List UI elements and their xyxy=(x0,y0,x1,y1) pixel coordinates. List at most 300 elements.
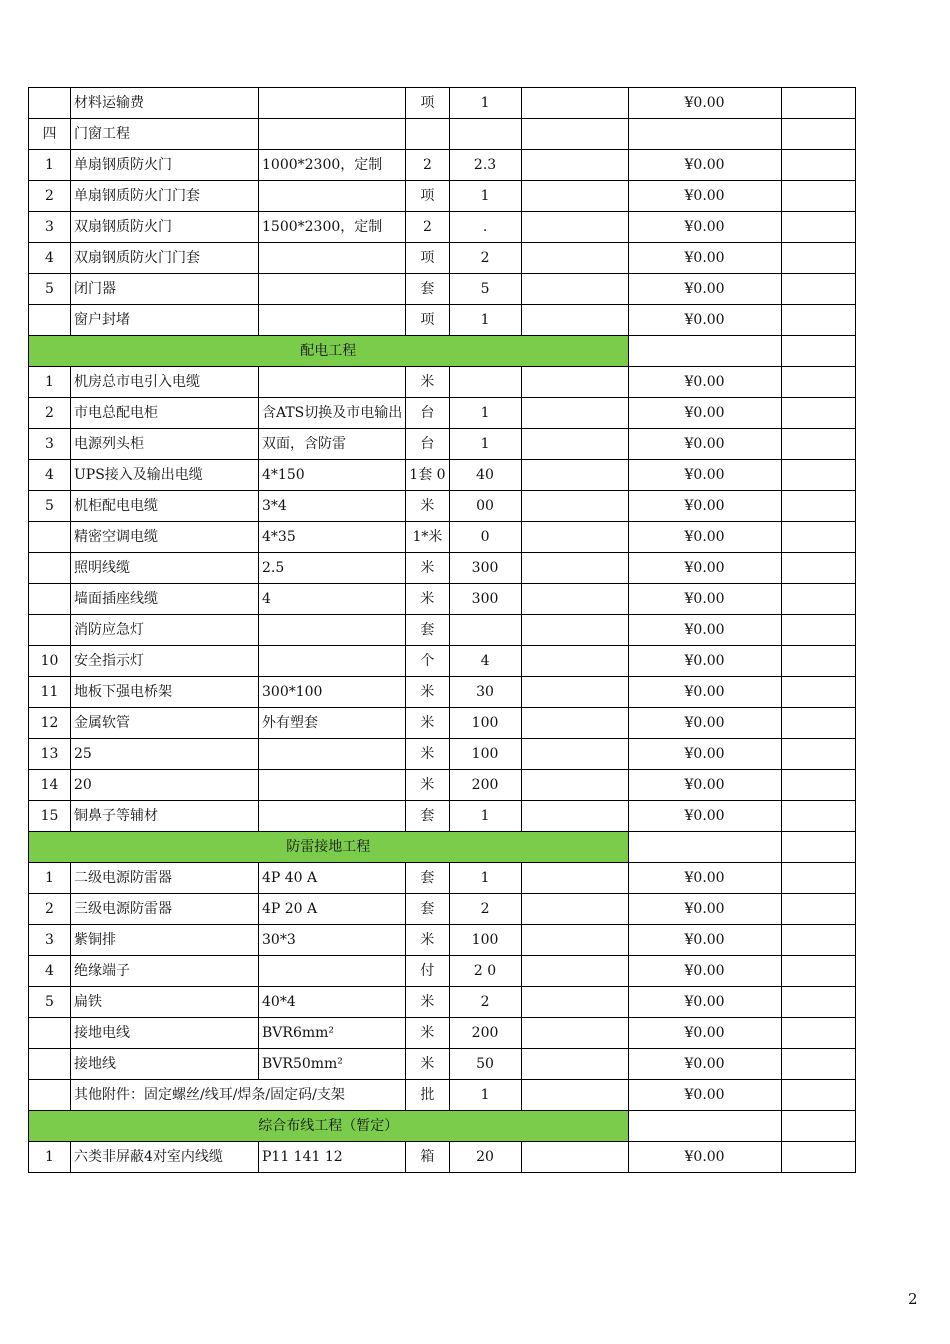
item-note-cell xyxy=(781,1080,855,1111)
item-number-cell: 10 xyxy=(29,646,71,677)
item-amount-cell: ¥0.00 xyxy=(628,987,781,1018)
item-amount-cell: ¥0.00 xyxy=(628,770,781,801)
section-header-row xyxy=(29,1111,856,1142)
item-quantity-cell: 1 xyxy=(449,398,521,429)
item-note-cell xyxy=(781,305,855,336)
item-quantity-cell: 1 xyxy=(449,1080,521,1111)
item-price-cell xyxy=(521,1080,628,1111)
item-price-cell xyxy=(521,460,628,491)
item-unit-cell: 套 xyxy=(406,894,449,925)
item-unit-cell: 项 xyxy=(406,243,449,274)
section-amount-cell xyxy=(628,336,781,367)
item-price-cell xyxy=(521,181,628,212)
item-note-cell xyxy=(781,367,855,398)
item-price-cell xyxy=(521,367,628,398)
item-quantity-cell: 1 xyxy=(449,801,521,832)
item-amount-cell: ¥0.00 xyxy=(628,491,781,522)
item-amount-cell: ¥0.00 xyxy=(628,460,781,491)
item-spec-cell: 3*4 xyxy=(259,491,406,522)
item-amount-cell: ¥0.00 xyxy=(628,1080,781,1111)
item-unit-cell: 套 xyxy=(406,801,449,832)
section-amount-cell xyxy=(628,1111,781,1142)
item-price-cell xyxy=(521,522,628,553)
table-row xyxy=(29,956,856,987)
item-unit-cell: 米 xyxy=(406,1049,449,1080)
item-unit-cell: 1套 0 xyxy=(406,460,449,491)
item-spec-cell: BVR6mm² xyxy=(259,1018,406,1049)
item-quantity-cell: 4 xyxy=(449,646,521,677)
item-spec-cell: 外有塑套 xyxy=(259,708,406,739)
item-spec-cell: 1000*2300，定制 xyxy=(259,150,406,181)
item-unit-cell: 2 xyxy=(406,150,449,181)
item-unit-cell: 套 xyxy=(406,615,449,646)
table-row xyxy=(29,584,856,615)
item-amount-cell: ¥0.00 xyxy=(628,646,781,677)
item-spec-cell xyxy=(259,615,406,646)
item-spec-cell: 4*150 xyxy=(259,460,406,491)
item-spec-cell xyxy=(259,646,406,677)
item-price-cell xyxy=(521,801,628,832)
item-name-cell: 接地线 xyxy=(71,1049,259,1080)
item-amount-cell: ¥0.00 xyxy=(628,212,781,243)
item-number-cell xyxy=(29,615,71,646)
item-number-cell: 1 xyxy=(29,1142,71,1173)
item-name-cell: 门窗工程 xyxy=(71,119,259,150)
table-row xyxy=(29,119,856,150)
table-row xyxy=(29,305,856,336)
item-spec-cell xyxy=(259,956,406,987)
item-quantity-cell: 2 xyxy=(449,894,521,925)
item-unit-cell: 米 xyxy=(406,987,449,1018)
item-price-cell xyxy=(521,398,628,429)
item-number-cell: 12 xyxy=(29,708,71,739)
item-quantity-cell: 20 xyxy=(449,1142,521,1173)
item-name-cell: 接地电线 xyxy=(71,1018,259,1049)
section-note-cell xyxy=(781,832,855,863)
item-name-cell: 双扇钢质防火门 xyxy=(71,212,259,243)
item-note-cell xyxy=(781,398,855,429)
item-name-cell: 绝缘端子 xyxy=(71,956,259,987)
item-spec-cell: 4P 20 A xyxy=(259,894,406,925)
item-note-cell xyxy=(781,1049,855,1080)
item-spec-cell xyxy=(259,739,406,770)
item-spec-cell xyxy=(259,181,406,212)
table-row xyxy=(29,801,856,832)
item-number-cell: 1 xyxy=(29,150,71,181)
item-price-cell xyxy=(521,274,628,305)
item-name-cell: 紫铜排 xyxy=(71,925,259,956)
item-price-cell xyxy=(521,1018,628,1049)
item-number-cell: 4 xyxy=(29,243,71,274)
item-spec-cell xyxy=(259,274,406,305)
item-name-cell: 25 xyxy=(71,739,259,770)
table-row xyxy=(29,1142,856,1173)
section-title: 配电工程 xyxy=(29,336,629,367)
item-amount-cell: ¥0.00 xyxy=(628,274,781,305)
item-unit-cell: 米 xyxy=(406,770,449,801)
item-amount-cell: ¥0.00 xyxy=(628,181,781,212)
item-quantity-cell: 50 xyxy=(449,1049,521,1080)
item-name-cell: 闭门器 xyxy=(71,274,259,305)
item-quantity-cell: 1 xyxy=(449,181,521,212)
item-unit-cell: 米 xyxy=(406,491,449,522)
item-number-cell xyxy=(29,1018,71,1049)
item-amount-cell: ¥0.00 xyxy=(628,863,781,894)
item-note-cell xyxy=(781,522,855,553)
item-note-cell xyxy=(781,274,855,305)
item-quantity-cell xyxy=(449,119,521,150)
item-quantity-cell: 300 xyxy=(449,553,521,584)
item-name-cell: 铜鼻子等辅材 xyxy=(71,801,259,832)
item-quantity-cell: 200 xyxy=(449,770,521,801)
item-price-cell xyxy=(521,305,628,336)
item-note-cell xyxy=(781,150,855,181)
item-quantity-cell: 1 xyxy=(449,88,521,119)
section-note-cell xyxy=(781,336,855,367)
item-unit-cell xyxy=(406,119,449,150)
table-row xyxy=(29,150,856,181)
item-spec-cell xyxy=(259,305,406,336)
item-unit-cell: 箱 xyxy=(406,1142,449,1173)
table-row xyxy=(29,460,856,491)
item-amount-cell: ¥0.00 xyxy=(628,522,781,553)
item-number-cell: 四 xyxy=(29,119,71,150)
item-number-cell xyxy=(29,305,71,336)
item-number-cell xyxy=(29,553,71,584)
item-spec-cell: 含ATS切换及市电输出 xyxy=(259,398,406,429)
item-note-cell xyxy=(781,1018,855,1049)
table-row xyxy=(29,274,856,305)
item-amount-cell: ¥0.00 xyxy=(628,894,781,925)
item-spec-cell xyxy=(259,243,406,274)
item-unit-cell: 米 xyxy=(406,739,449,770)
table-row xyxy=(29,491,856,522)
item-spec-cell: 1500*2300，定制 xyxy=(259,212,406,243)
item-name-cell: 二级电源防雷器 xyxy=(71,863,259,894)
item-unit-cell: 套 xyxy=(406,274,449,305)
item-name-cell: 材料运输费 xyxy=(71,88,259,119)
item-price-cell xyxy=(521,584,628,615)
item-note-cell xyxy=(781,429,855,460)
item-note-cell xyxy=(781,119,855,150)
item-unit-cell: 台 xyxy=(406,429,449,460)
item-quantity-cell: 30 xyxy=(449,677,521,708)
item-quantity-cell: 1 xyxy=(449,305,521,336)
item-name-cell: 金属软管 xyxy=(71,708,259,739)
item-spec-cell: 30*3 xyxy=(259,925,406,956)
item-price-cell xyxy=(521,243,628,274)
table-row xyxy=(29,1049,856,1080)
item-unit-cell: 米 xyxy=(406,367,449,398)
item-note-cell xyxy=(781,1142,855,1173)
item-unit-cell: 付 xyxy=(406,956,449,987)
table-row xyxy=(29,212,856,243)
item-price-cell xyxy=(521,646,628,677)
item-price-cell xyxy=(521,987,628,1018)
item-note-cell xyxy=(781,243,855,274)
item-price-cell xyxy=(521,677,628,708)
item-name-cell: 安全指示灯 xyxy=(71,646,259,677)
item-number-cell xyxy=(29,522,71,553)
item-spec-cell: 40*4 xyxy=(259,987,406,1018)
item-price-cell xyxy=(521,925,628,956)
table-row xyxy=(29,88,856,119)
item-number-cell: 13 xyxy=(29,739,71,770)
table-row xyxy=(29,615,856,646)
table-row xyxy=(29,522,856,553)
item-number-cell: 5 xyxy=(29,491,71,522)
item-quantity-cell: 300 xyxy=(449,584,521,615)
item-amount-cell: ¥0.00 xyxy=(628,1049,781,1080)
item-name-cell: 扁铁 xyxy=(71,987,259,1018)
item-quantity-cell: 0 xyxy=(449,522,521,553)
table-row xyxy=(29,646,856,677)
item-name-cell: 20 xyxy=(71,770,259,801)
item-price-cell xyxy=(521,553,628,584)
item-number-cell: 2 xyxy=(29,894,71,925)
table-row xyxy=(29,739,856,770)
table-row xyxy=(29,677,856,708)
table-row xyxy=(29,1080,856,1111)
table-row xyxy=(29,181,856,212)
item-number-cell xyxy=(29,1049,71,1080)
item-amount-cell: ¥0.00 xyxy=(628,429,781,460)
item-price-cell xyxy=(521,491,628,522)
item-number-cell xyxy=(29,88,71,119)
item-number-cell: 11 xyxy=(29,677,71,708)
item-name-cell: 机房总市电引入电缆 xyxy=(71,367,259,398)
item-note-cell xyxy=(781,491,855,522)
item-unit-cell: 套 xyxy=(406,863,449,894)
item-name-cell: 六类非屏蔽4对室内线缆 xyxy=(71,1142,259,1173)
item-quantity-cell: 100 xyxy=(449,739,521,770)
quote-table xyxy=(28,87,856,1173)
item-amount-cell: ¥0.00 xyxy=(628,553,781,584)
item-note-cell xyxy=(781,863,855,894)
item-note-cell xyxy=(781,894,855,925)
table-row xyxy=(29,987,856,1018)
section-amount-cell xyxy=(628,832,781,863)
item-quantity-cell: 2 xyxy=(449,243,521,274)
item-name-cell: 单扇钢质防火门 xyxy=(71,150,259,181)
item-name-cell: 市电总配电柜 xyxy=(71,398,259,429)
item-unit-cell: 米 xyxy=(406,584,449,615)
item-amount-cell: ¥0.00 xyxy=(628,956,781,987)
item-amount-cell: ¥0.00 xyxy=(628,150,781,181)
item-name-cell: 双扇钢质防火门门套 xyxy=(71,243,259,274)
item-number-cell: 2 xyxy=(29,181,71,212)
item-note-cell xyxy=(781,925,855,956)
item-quantity-cell: 2.3 xyxy=(449,150,521,181)
item-unit-cell: 台 xyxy=(406,398,449,429)
item-spec-cell: 4 xyxy=(259,584,406,615)
item-amount-cell: ¥0.00 xyxy=(628,1018,781,1049)
item-quantity-cell xyxy=(449,615,521,646)
item-amount-cell: ¥0.00 xyxy=(628,739,781,770)
item-quantity-cell: 100 xyxy=(449,925,521,956)
page-number: 2 xyxy=(908,1290,918,1308)
item-note-cell xyxy=(781,584,855,615)
item-unit-cell: 批 xyxy=(406,1080,449,1111)
table-row xyxy=(29,925,856,956)
item-number-cell: 14 xyxy=(29,770,71,801)
item-amount-cell xyxy=(628,119,781,150)
item-spec-cell xyxy=(259,770,406,801)
item-number-cell xyxy=(29,584,71,615)
item-unit-cell: 项 xyxy=(406,88,449,119)
item-note-cell xyxy=(781,708,855,739)
item-spec-cell: 300*100 xyxy=(259,677,406,708)
item-note-cell xyxy=(781,677,855,708)
item-quantity-cell: 40 xyxy=(449,460,521,491)
item-number-cell: 4 xyxy=(29,460,71,491)
item-quantity-cell: 100 xyxy=(449,708,521,739)
item-price-cell xyxy=(521,708,628,739)
item-quantity-cell: . xyxy=(449,212,521,243)
item-note-cell xyxy=(781,987,855,1018)
item-name-cell: UPS接入及输出电缆 xyxy=(71,460,259,491)
item-price-cell xyxy=(521,119,628,150)
item-name-cell: 消防应急灯 xyxy=(71,615,259,646)
item-note-cell xyxy=(781,181,855,212)
item-unit-cell: 米 xyxy=(406,708,449,739)
item-spec-cell: 4P 40 A xyxy=(259,863,406,894)
item-spec-cell xyxy=(259,801,406,832)
item-number-cell: 1 xyxy=(29,367,71,398)
table-row xyxy=(29,863,856,894)
item-spec-cell: 2.5 xyxy=(259,553,406,584)
item-price-cell xyxy=(521,1049,628,1080)
section-title: 综合布线工程（暂定） xyxy=(29,1111,629,1142)
item-note-cell xyxy=(781,88,855,119)
item-quantity-cell: 00 xyxy=(449,491,521,522)
item-price-cell xyxy=(521,88,628,119)
item-unit-cell: 米 xyxy=(406,1018,449,1049)
item-note-cell xyxy=(781,646,855,677)
section-note-cell xyxy=(781,1111,855,1142)
item-spec-cell xyxy=(259,88,406,119)
item-name-cell: 照明线缆 xyxy=(71,553,259,584)
table-row xyxy=(29,770,856,801)
item-note-cell xyxy=(781,553,855,584)
item-price-cell xyxy=(521,894,628,925)
item-unit-cell: 2 xyxy=(406,212,449,243)
item-name-cell: 窗户封堵 xyxy=(71,305,259,336)
item-unit-cell: 项 xyxy=(406,305,449,336)
item-quantity-cell: 5 xyxy=(449,274,521,305)
item-unit-cell: 项 xyxy=(406,181,449,212)
item-amount-cell: ¥0.00 xyxy=(628,584,781,615)
item-name-cell: 精密空调电缆 xyxy=(71,522,259,553)
item-name-cell: 三级电源防雷器 xyxy=(71,894,259,925)
item-unit-cell: 米 xyxy=(406,553,449,584)
item-amount-cell: ¥0.00 xyxy=(628,1142,781,1173)
item-number-cell: 5 xyxy=(29,274,71,305)
item-price-cell xyxy=(521,615,628,646)
table-row xyxy=(29,243,856,274)
item-amount-cell: ¥0.00 xyxy=(628,801,781,832)
table-row xyxy=(29,398,856,429)
table-row xyxy=(29,708,856,739)
item-spec-cell: 双面，含防雷 xyxy=(259,429,406,460)
section-header-row xyxy=(29,832,856,863)
item-note-cell xyxy=(781,770,855,801)
item-amount-cell: ¥0.00 xyxy=(628,305,781,336)
item-quantity-cell: 2 xyxy=(449,987,521,1018)
section-header-row xyxy=(29,336,856,367)
item-number-cell: 3 xyxy=(29,925,71,956)
item-quantity-cell: 200 xyxy=(449,1018,521,1049)
item-name-cell: 单扇钢质防火门门套 xyxy=(71,181,259,212)
item-name-cell: 其他附件：固定螺丝/线耳/焊条/固定码/支架 xyxy=(71,1080,406,1111)
item-amount-cell: ¥0.00 xyxy=(628,88,781,119)
item-name-cell: 电源列头柜 xyxy=(71,429,259,460)
item-number-cell: 3 xyxy=(29,212,71,243)
item-quantity-cell xyxy=(449,367,521,398)
table-row xyxy=(29,894,856,925)
item-price-cell xyxy=(521,770,628,801)
item-unit-cell: 米 xyxy=(406,677,449,708)
item-name-cell: 机柜配电电缆 xyxy=(71,491,259,522)
item-price-cell xyxy=(521,429,628,460)
item-number-cell: 15 xyxy=(29,801,71,832)
item-unit-cell: 1*米 xyxy=(406,522,449,553)
item-name-cell: 地板下强电桥架 xyxy=(71,677,259,708)
item-spec-cell xyxy=(259,119,406,150)
item-unit-cell: 个 xyxy=(406,646,449,677)
item-note-cell xyxy=(781,801,855,832)
item-note-cell xyxy=(781,615,855,646)
item-price-cell xyxy=(521,150,628,181)
item-price-cell xyxy=(521,956,628,987)
item-quantity-cell: 1 xyxy=(449,863,521,894)
table-row xyxy=(29,1018,856,1049)
item-amount-cell: ¥0.00 xyxy=(628,367,781,398)
item-price-cell xyxy=(521,739,628,770)
item-number-cell: 2 xyxy=(29,398,71,429)
item-note-cell xyxy=(781,739,855,770)
item-price-cell xyxy=(521,1142,628,1173)
table-row xyxy=(29,367,856,398)
item-unit-cell: 米 xyxy=(406,925,449,956)
item-quantity-cell: 2 0 xyxy=(449,956,521,987)
item-spec-cell: 4*35 xyxy=(259,522,406,553)
item-spec-cell: P11 141 12 xyxy=(259,1142,406,1173)
item-quantity-cell: 1 xyxy=(449,429,521,460)
item-amount-cell: ¥0.00 xyxy=(628,677,781,708)
item-number-cell: 3 xyxy=(29,429,71,460)
section-title: 防雷接地工程 xyxy=(29,832,629,863)
item-amount-cell: ¥0.00 xyxy=(628,243,781,274)
table-row xyxy=(29,553,856,584)
item-number-cell xyxy=(29,1080,71,1111)
item-note-cell xyxy=(781,956,855,987)
table-row xyxy=(29,429,856,460)
item-amount-cell: ¥0.00 xyxy=(628,925,781,956)
item-spec-cell: BVR50mm² xyxy=(259,1049,406,1080)
item-amount-cell: ¥0.00 xyxy=(628,615,781,646)
item-amount-cell: ¥0.00 xyxy=(628,708,781,739)
item-price-cell xyxy=(521,212,628,243)
item-amount-cell: ¥0.00 xyxy=(628,398,781,429)
item-spec-cell xyxy=(259,367,406,398)
item-name-cell: 墙面插座线缆 xyxy=(71,584,259,615)
item-number-cell: 1 xyxy=(29,863,71,894)
item-price-cell xyxy=(521,863,628,894)
item-number-cell: 5 xyxy=(29,987,71,1018)
item-note-cell xyxy=(781,212,855,243)
item-number-cell: 4 xyxy=(29,956,71,987)
